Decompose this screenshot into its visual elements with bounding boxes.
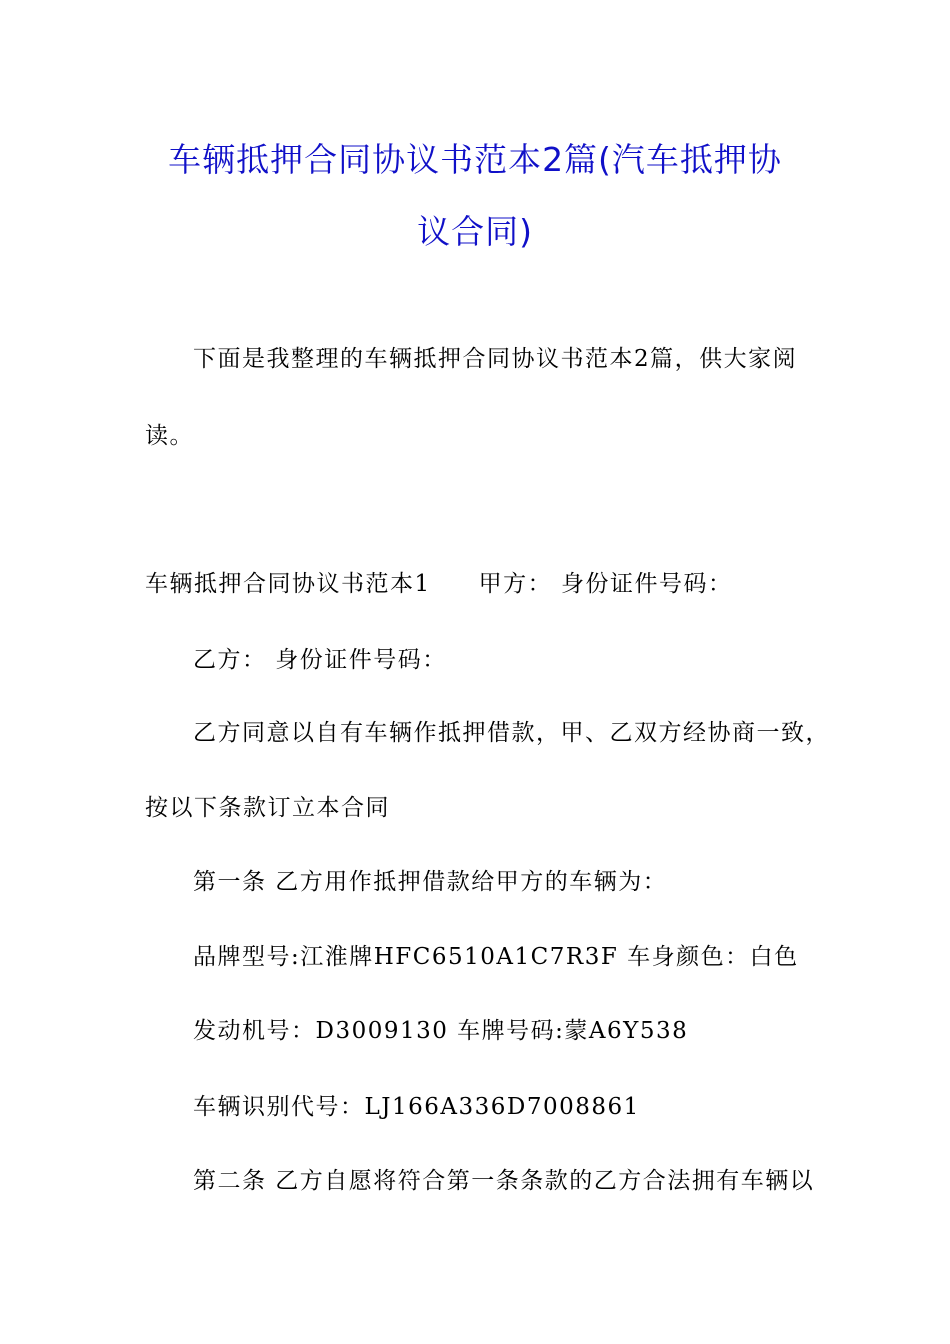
section-heading: 车辆抵押合同协议书范本1 (145, 571, 431, 597)
article-1-line: 第一条 乙方用作抵押借款给甲方的车辆为： (193, 869, 668, 895)
document-title-line-2: 议合同) (417, 212, 533, 251)
document-title-line-1: 车辆抵押合同协议书范本2篇(汽车抵押协 (168, 140, 782, 179)
intro-paragraph-line-2: 读。 (145, 423, 194, 449)
agreement-line-2: 按以下条款订立本合同 (145, 795, 390, 821)
article-2-line: 第二条 乙方自愿将符合第一条条款的乙方合法拥有车辆以 (193, 1168, 815, 1194)
brand-model-line: 品牌型号:江淮牌HFC6510A1C7R3F 车身颜色：白色 (193, 944, 799, 970)
agreement-line-1: 乙方同意以自有车辆作抵押借款，甲、乙双方经协商一致， (193, 720, 830, 746)
intro-paragraph-line-1: 下面是我整理的车辆抵押合同协议书范本2篇，供大家阅 (193, 346, 798, 372)
party-a-line: 甲方： 身份证件号码： (478, 571, 733, 597)
vin-line: 车辆识别代号：LJ166A336D7008861 (193, 1094, 640, 1120)
party-b-line: 乙方： 身份证件号码： (193, 647, 447, 673)
section-heading-row (145, 569, 732, 599)
engine-plate-line: 发动机号：D3009130 车牌号码:蒙A6Y538 (193, 1018, 689, 1044)
